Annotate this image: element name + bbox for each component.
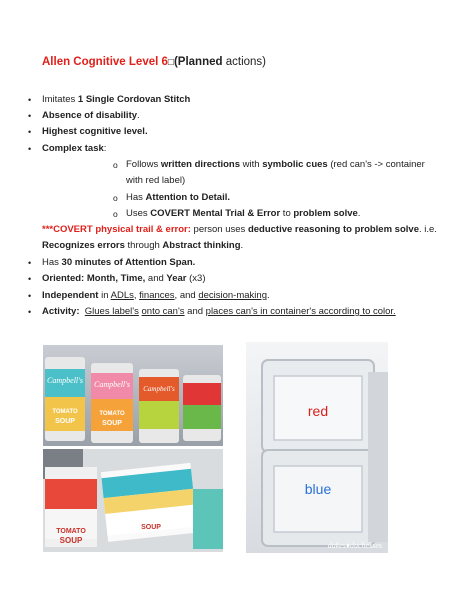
text: through xyxy=(124,240,163,251)
text-bold: COVERT Mental Trial & Error xyxy=(150,208,281,219)
text: in xyxy=(98,290,111,301)
bin-label-red: red xyxy=(307,403,329,419)
text: Uses xyxy=(126,208,151,219)
can-brand-text: Campbell's xyxy=(143,385,175,393)
soup-can xyxy=(183,375,221,441)
text-bold: 30 minutes of Attention Span. xyxy=(61,257,196,268)
bullet: • xyxy=(28,307,32,317)
text-bold: Complex task xyxy=(42,143,104,154)
text: , and xyxy=(174,290,199,301)
text-bold: 1 Single Cordovan Stitch xyxy=(77,94,191,105)
text-bold: written directions xyxy=(160,159,241,170)
text: (x3) xyxy=(186,273,206,284)
title-planned: Planned xyxy=(177,56,223,68)
soup-can xyxy=(45,357,85,441)
color-bins-photo xyxy=(246,342,388,553)
can-word-text: TOMATO xyxy=(52,409,78,415)
soup-can xyxy=(91,363,133,443)
text: (red can's -> container xyxy=(327,159,425,170)
text: . i.e. xyxy=(418,224,437,235)
text-underlined: onto can's xyxy=(141,306,185,317)
text-bold: Absence of disability xyxy=(42,110,138,121)
text: : xyxy=(103,143,107,154)
text-bold: Attention to Detail. xyxy=(145,192,230,203)
text-underlined: ADLs xyxy=(110,290,134,301)
text: Follows xyxy=(126,159,161,170)
label-word-text: TOMATO xyxy=(56,528,86,535)
text: with xyxy=(240,159,263,170)
title-actions: actions) xyxy=(222,56,266,68)
bullet: • xyxy=(28,274,32,284)
bin-label-blue: blue xyxy=(304,481,332,497)
text: Has xyxy=(42,257,62,268)
sub-bullet: o xyxy=(113,209,118,219)
text: person uses xyxy=(190,224,248,235)
text-underlined: Glues label's xyxy=(84,306,139,317)
text: , xyxy=(133,290,140,301)
storage-bin-bottom xyxy=(262,450,374,546)
soup-can xyxy=(139,369,179,443)
text: . xyxy=(137,110,140,121)
can-word-text: SOUP xyxy=(55,418,75,425)
title-paren: ( xyxy=(173,56,178,68)
photo-watermark: dukes♦duchesses xyxy=(327,541,382,550)
sub-bullet: o xyxy=(113,193,118,203)
can-brand-text: Campbell's xyxy=(47,376,83,385)
text-bold: Independent xyxy=(42,290,99,301)
text: to xyxy=(280,208,294,219)
text-bold: problem solve xyxy=(293,208,358,219)
bullet: • xyxy=(28,111,32,121)
text-underlined: decision-making xyxy=(198,290,267,301)
text-red: ***COVERT physical trail & error: xyxy=(42,224,191,235)
page-title xyxy=(42,56,266,68)
bullet: • xyxy=(28,95,32,105)
text: Imitates xyxy=(42,94,78,105)
title-level: Allen Cognitive Level 6 xyxy=(42,56,168,68)
text-bold: Abstract thinking xyxy=(162,240,241,251)
bullet: • xyxy=(28,258,32,268)
title-box-glyph: □ xyxy=(167,57,174,68)
text-bold: deductive reasoning to problem solve xyxy=(247,224,419,235)
soup-label xyxy=(45,467,97,547)
bullet: • xyxy=(28,127,32,137)
text-bold: symbolic cues xyxy=(262,159,328,170)
soup-labels-photo xyxy=(43,449,223,552)
text: . xyxy=(357,208,361,219)
label-word-text: SOUP xyxy=(59,536,83,545)
can-word-text: SOUP xyxy=(102,420,122,427)
text-bold: Recognizes errors xyxy=(42,240,125,251)
can-word-text: TOMATO xyxy=(99,411,125,417)
bullet: • xyxy=(28,144,32,154)
text-underlined: finances xyxy=(139,290,175,301)
can-brand-text: Campbell's xyxy=(94,380,130,389)
text-bold: Highest cognitive level. xyxy=(42,126,148,137)
text-bold: Activity: xyxy=(42,306,80,317)
text: with red label) xyxy=(126,175,186,186)
text: Has xyxy=(126,192,146,203)
text-bold: Year xyxy=(166,273,187,284)
text-underlined: places can's in container's according to color. xyxy=(205,306,396,317)
text: and xyxy=(145,273,167,284)
text: . xyxy=(240,240,244,251)
sub-bullet: o xyxy=(113,160,118,170)
bullet: • xyxy=(28,291,32,301)
soup-cans-photo xyxy=(43,345,223,446)
label-word-text: SOUP xyxy=(141,524,161,531)
text-bold: Oriented: Month, Time, xyxy=(42,273,146,284)
text: . xyxy=(266,290,270,301)
text: and xyxy=(184,306,206,317)
